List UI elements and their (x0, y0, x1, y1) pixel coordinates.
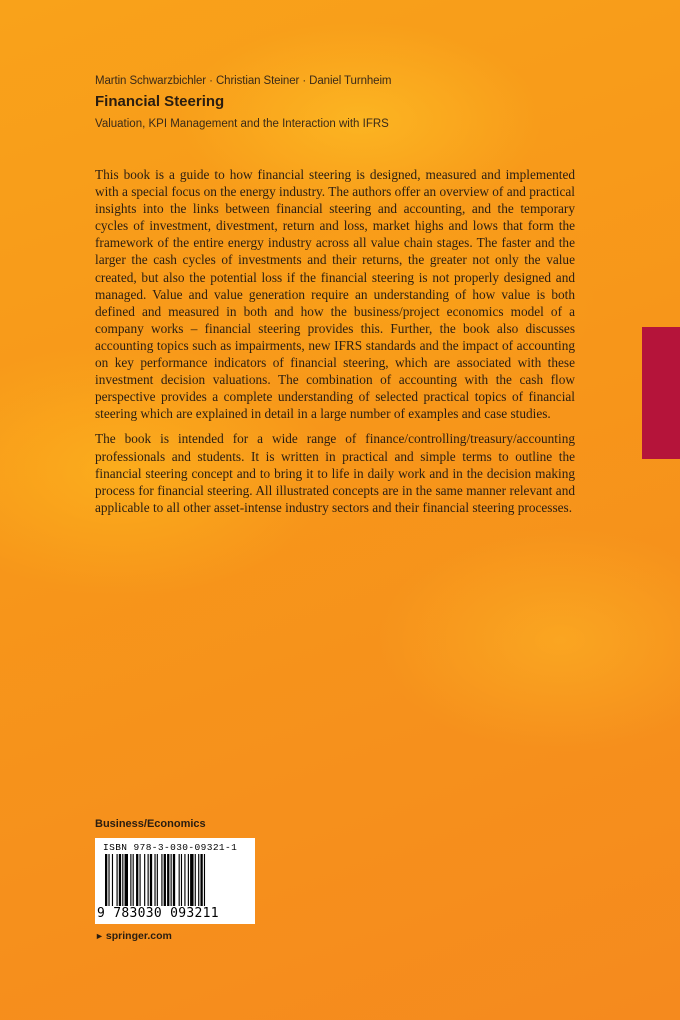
isbn-barcode (95, 838, 255, 924)
side-color-tab (642, 327, 680, 459)
book-subtitle: Valuation, KPI Management and the Interaction with IFRS (95, 118, 389, 130)
barcode-icon (105, 854, 245, 906)
publisher-url: springer.com (105, 930, 172, 942)
arrow-right-icon: ► (95, 931, 104, 941)
publisher-link[interactable] (95, 930, 172, 942)
authors: Martin Schwarzbichler · Christian Steiner · Daniel Turnheim (95, 75, 392, 87)
book-title: Financial Steering (95, 93, 225, 110)
blurb-paragraph: This book is a guide to how financial steering is designed, measured and implemented with a special focus on the energy industry. The authors offer an overview of and practical insights into the links between financial steering and accounting, and the temporary cycles of investment, divestment, return and loss, market highs and lows that form the framework of the entire energy industry across all value chain stages. The faster and the larger the cash cycles of investments and their returns, the greater not only the value created, but also the potential loss if the financial steering is not properly designed and managed. Value and value generation require an understanding of how value is both defined and measured in both and how the business/project economics model of a company works – financial steering provides this. Further, the book also discusses accounting topics such as impairments, new IFRS standards and the impact of accounting on key performance indicators of financial steering, which are associated with these investment decision valuations. The combination of accounting with the cash flow perspective provides a complete understanding of selected practical topics of financial steering which are explained in detail in a large number of examples and case studies. (95, 167, 575, 422)
barcode-digits: 9 783030 093211 (97, 906, 219, 921)
blurb-paragraph: The book is intended for a wide range of finance/controlling/treasury/accounting professionals and students. It is written in practical and simple terms to outline the financial steering concept and to bring it to life in daily work and in the decision making process for financial steering. All illustrated concepts are in the same manner relevant and applicable to all other asset-intense industry sectors and their financial steering processes. (95, 431, 575, 515)
isbn-label: ISBN 978-3-030-09321-1 (103, 842, 238, 853)
blurb (95, 166, 575, 524)
subject-category: Business/Economics (95, 818, 206, 830)
